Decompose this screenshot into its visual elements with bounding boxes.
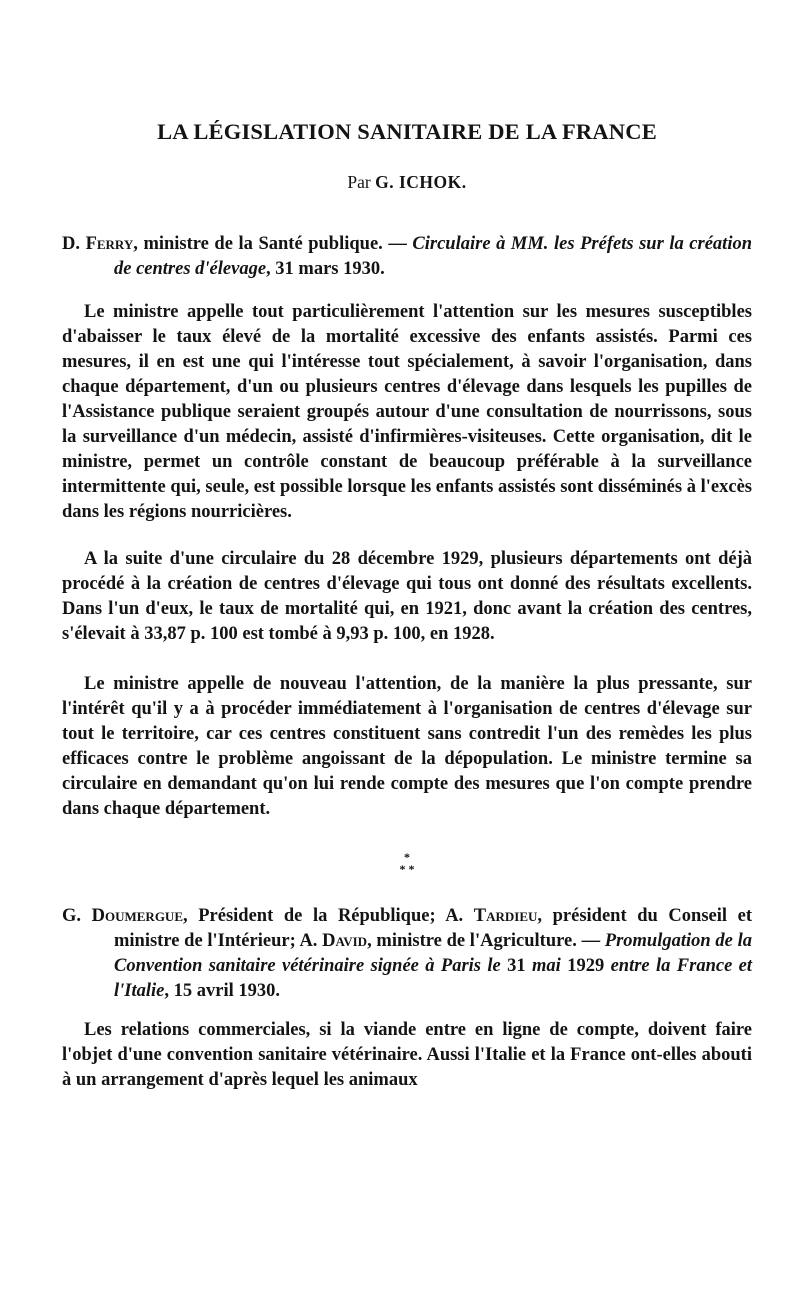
entry2-role-tardieu: , président du Conseil et ministre de l'Intérieur; A. — [114, 906, 752, 951]
entry2-title-num-b: 1929 — [567, 956, 605, 976]
entry2-date: , 15 avril 1930. — [164, 981, 280, 1001]
entry1-role: , ministre de la Santé publique. — — [133, 234, 413, 254]
author-name: G. ICHOK. — [375, 172, 467, 192]
entry2-surname-david: David — [322, 931, 368, 951]
entry1-title: Circulaire à MM. les Préfets sur la création de centres d'élevage — [114, 234, 752, 279]
entry2-title-b: mai — [525, 956, 568, 976]
entry2-role-david: , ministre de l'Agriculture. — — [367, 931, 605, 951]
entry-heading-doumergue — [62, 904, 752, 1004]
entry1-date: , 31 mars 1930. — [266, 259, 385, 279]
paragraph-1: Le ministre appelle tout particulièrement l'attention sur les mesures susceptibles d'abaisser le taux élevé de la mortalité excessive des enfants assistés. Parmi ces mesures, il en est une qui l'intéresse tout spécialement, à savoir l'organisation, dans chaque département, d'un ou plusieurs centres d'élevage dans lesquels les pupilles de l'Assistance publique seraient groupés autour d'une consultation de nourrissons, sous la surveillance d'un médecin, assisté d'infirmières-visiteuses. Cette organisation, dit le ministre, permet un contrôle constant de beaucoup préférable à la surveillance intermittente qui, seule, est possible lorsque les enfants assistés sont disséminés à l'excès dans les régions nourricières. — [62, 302, 752, 522]
entry2-surname-doumergue: Doumergue — [91, 906, 183, 926]
article-author — [62, 172, 752, 193]
separator-star-top: * — [404, 850, 410, 864]
entry2-surname-tardieu: Tardieu — [473, 906, 538, 926]
entry2-role-president: , Président de la République; A. — [183, 906, 474, 926]
entry-heading-ferry — [62, 232, 752, 282]
entry2-title-a: Promulgation de la Convention sanitaire vétérinaire signée à Paris le — [114, 931, 752, 976]
paragraph-4: Les relations commerciales, si la viande entre en ligne de compte, doivent faire l'objet d'une convention sanitaire vétérinaire. Aussi l'Italie et la France ont-elles abouti à un arrangement d'après lequel les animaux — [62, 1020, 752, 1090]
article-title: LA LÉGISLATION SANITAIRE DE LA FRANCE — [157, 119, 657, 144]
paragraph-2: A la suite d'une circulaire du 28 décembre 1929, plusieurs départements ont déjà procédé à la création de centres d'élevage qui tous ont donné des résultats excellents. Dans l'un d'eux, le taux de mortalité qui, en 1921, donc avant la création des centres, s'élevait à 33,87 p. 100 est tombé à 9,93 p. 100, en 1928. — [62, 549, 752, 644]
entry2-title-c: entre la France et l'Italie — [114, 956, 753, 1001]
entry1-surname: Ferry — [85, 234, 134, 254]
entry1-initial: D. — [62, 234, 86, 254]
entry2-initial: G. — [62, 906, 92, 926]
paragraph-3: Le ministre appelle de nouveau l'attention, de la manière la plus pressante, sur l'intérêt qu'il y a à procéder immédiatement à l'organisation de centres d'élevage sur tout le territoire, car ces centres constituent sans contredit l'un des remèdes les plus efficaces contre le problème angoissant de la dépopulation. Le ministre termine sa circulaire en demandant qu'on lui rende compte des mesures que l'on compte prendre dans chaque département. — [62, 674, 752, 819]
entry2-title-num-a: 31 — [507, 956, 526, 976]
section-separator — [62, 851, 752, 875]
separator-star-bottom: * * — [399, 862, 415, 876]
author-prefix: Par — [347, 172, 371, 192]
